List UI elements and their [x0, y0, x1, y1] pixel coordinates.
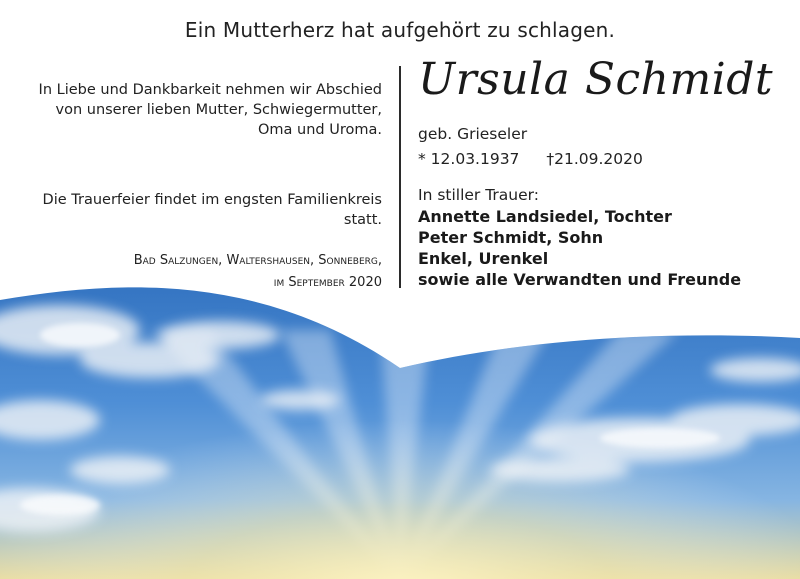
places-line: Bad Salzungen, Waltershausen, Sonneberg, [133, 253, 382, 268]
places-and-date [20, 250, 382, 294]
funeral-info-paragraph: Die Trauerfeier findet im engsten Familienkreis statt. [42, 192, 382, 228]
header-title: Ein Mutterherz hat aufgehört zu schlagen. [184, 18, 616, 42]
born-name: geb. Grieseler [418, 125, 528, 143]
mourners-label: In stiller Trauer: [418, 186, 539, 204]
death-date: †21.09.2020 [546, 150, 643, 168]
mourners-list [418, 206, 741, 290]
deceased-name: Ursula Schmidt [418, 54, 774, 105]
mourner-line: Enkel, Urenkel [418, 249, 549, 268]
birth-date: * 12.03.1937 [418, 150, 520, 168]
life-dates [418, 150, 643, 168]
left-column [20, 80, 382, 290]
mourner-line: sowie alle Verwandten und Freunde [418, 270, 742, 289]
vertical-divider [399, 66, 401, 288]
month-line: im September 2020 [273, 275, 382, 290]
mourner-line: Peter Schmidt, Sohn [418, 228, 604, 247]
farewell-paragraph: In Liebe und Dankbarkeit nehmen wir Abschied von unserer lieben Mutter, Schwiegermutter, Oma und Uroma. [38, 82, 382, 138]
mourner-line: Annette Landsiedel, Tochter [418, 207, 672, 226]
